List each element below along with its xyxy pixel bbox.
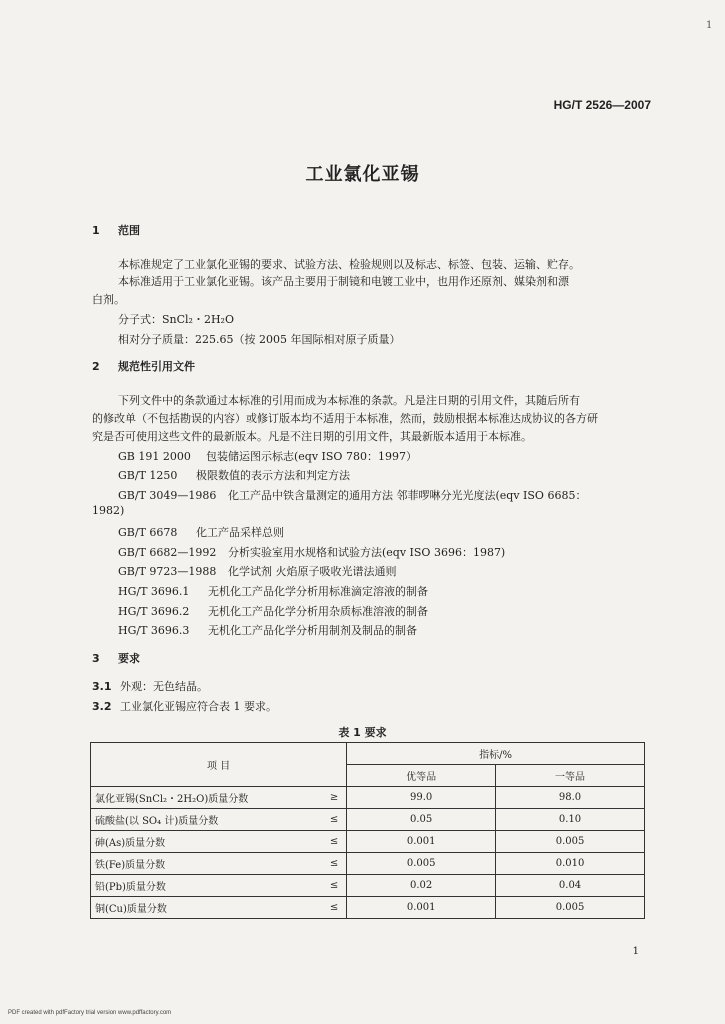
row-name: 铅(Pb)质量分数 bbox=[91, 875, 314, 897]
row-operator: ≤ bbox=[313, 809, 346, 831]
row-name: 铁(Fe)质量分数 bbox=[91, 853, 314, 875]
table-row bbox=[91, 787, 645, 809]
row-operator: ≥ bbox=[313, 787, 346, 809]
reference-title: 化学试剂 火焰原子吸收光谱法通则 bbox=[228, 565, 397, 578]
row-operator: ≤ bbox=[313, 853, 346, 875]
row-value-1: 0.02 bbox=[347, 875, 496, 897]
row-value-1: 0.001 bbox=[347, 831, 496, 853]
reference-code: HG/T 3696.1 bbox=[118, 585, 190, 598]
header-item: 项 目 bbox=[91, 743, 347, 787]
molecular-mass: 相对分子质量：225.65（按 2005 年国际相对原子质量） bbox=[118, 333, 401, 346]
row-name: 砷(As)质量分数 bbox=[91, 831, 314, 853]
reference-item bbox=[118, 467, 350, 483]
requirement-3-2 bbox=[92, 698, 277, 714]
table-row bbox=[91, 809, 645, 831]
requirement-3-1 bbox=[92, 678, 208, 694]
section-3-heading bbox=[92, 650, 140, 666]
scope-paragraph-1: 本标准规定了工业氯化亚锡的要求、试验方法、检验规则以及标志、标签、包装、运输、贮存。 bbox=[118, 258, 580, 271]
edge-mark: 1 bbox=[706, 20, 713, 31]
table-row bbox=[91, 875, 645, 897]
reference-item bbox=[118, 603, 428, 619]
reference-code: GB/T 3049—1986 bbox=[118, 489, 217, 502]
row-operator: ≤ bbox=[313, 897, 346, 919]
reference-item bbox=[118, 622, 417, 638]
row-name: 铜(Cu)质量分数 bbox=[91, 897, 314, 919]
row-value-2: 0.005 bbox=[496, 897, 645, 919]
row-value-2: 0.005 bbox=[496, 831, 645, 853]
reference-title: 无机化工产品化学分析用杂质标准溶液的制备 bbox=[208, 605, 428, 618]
reference-item bbox=[118, 487, 586, 503]
reference-title: 极限数值的表示方法和判定方法 bbox=[196, 469, 350, 482]
header-grade-1: 优等品 bbox=[347, 765, 496, 787]
section-2-heading bbox=[92, 358, 195, 374]
reference-code: GB 191 2000 bbox=[118, 450, 191, 463]
reference-code: GB/T 9723—1988 bbox=[118, 565, 217, 578]
scope-paragraph-2-cont: 白剂。 bbox=[92, 293, 125, 306]
table-header-row bbox=[91, 743, 645, 765]
table-row bbox=[91, 831, 645, 853]
reference-item bbox=[118, 583, 428, 599]
row-value-2: 0.04 bbox=[496, 875, 645, 897]
reference-item-cont: 1982) bbox=[92, 504, 125, 517]
molecular-formula: 分子式：SnCl₂・2H₂O bbox=[118, 313, 234, 326]
clause-text: 外观：无色结晶。 bbox=[120, 680, 208, 693]
page-title: 工业氯化亚锡 bbox=[305, 164, 420, 185]
section-number: 2 bbox=[92, 360, 100, 373]
section-number: 3 bbox=[92, 652, 100, 665]
section-title: 范围 bbox=[118, 224, 140, 237]
header-index: 指标/% bbox=[347, 743, 645, 765]
reference-code: GB/T 1250 bbox=[118, 469, 178, 482]
page-number: 1 bbox=[632, 946, 639, 957]
table-row bbox=[91, 897, 645, 919]
table-row bbox=[91, 853, 645, 875]
row-value-1: 0.001 bbox=[347, 897, 496, 919]
reference-item bbox=[118, 563, 397, 579]
header-grade-2: 一等品 bbox=[496, 765, 645, 787]
normative-intro-1: 下列文件中的条款通过本标准的引用而成为本标准的条款。凡是注日期的引用文件，其随后所有 bbox=[118, 394, 580, 407]
section-1-heading bbox=[92, 222, 140, 238]
scope-paragraph-2: 本标准适用于工业氯化亚锡。该产品主要用于制镜和电镀工业中，也用作还原剂、媒染剂和漂 bbox=[118, 275, 569, 288]
standard-number: HG/T 2526—2007 bbox=[553, 98, 651, 112]
row-value-1: 99.0 bbox=[347, 787, 496, 809]
reference-title: 化工产品中铁含量测定的通用方法 邻菲啰啉分光光度法(eqv ISO 6685： bbox=[228, 489, 587, 502]
reference-code: GB/T 6682—1992 bbox=[118, 546, 217, 559]
clause-text: 工业氯化亚锡应符合表 1 要求。 bbox=[120, 700, 277, 713]
table-caption: 表 1 要求 bbox=[338, 726, 387, 739]
reference-title: 分析实验室用水规格和试验方法(eqv ISO 3696：1987) bbox=[228, 546, 506, 559]
reference-title: 无机化工产品化学分析用标准滴定溶液的制备 bbox=[208, 585, 428, 598]
section-number: 1 bbox=[92, 224, 100, 237]
requirements-table bbox=[90, 742, 645, 919]
row-operator: ≤ bbox=[313, 875, 346, 897]
reference-title: 无机化工产品化学分析用制剂及制品的制备 bbox=[208, 624, 417, 637]
reference-title: 化工产品采样总则 bbox=[196, 526, 284, 539]
row-name: 氯化亚锡(SnCl₂・2H₂O)质量分数 bbox=[91, 787, 314, 809]
row-operator: ≤ bbox=[313, 831, 346, 853]
reference-code: HG/T 3696.2 bbox=[118, 605, 190, 618]
row-value-1: 0.005 bbox=[347, 853, 496, 875]
section-title: 规范性引用文件 bbox=[118, 360, 195, 373]
reference-title: 包装储运图示标志(eqv ISO 780：1997） bbox=[206, 450, 417, 463]
reference-code: HG/T 3696.3 bbox=[118, 624, 190, 637]
clause-number: 3.2 bbox=[92, 700, 112, 713]
row-value-2: 0.010 bbox=[496, 853, 645, 875]
row-value-2: 0.10 bbox=[496, 809, 645, 831]
reference-item bbox=[118, 448, 417, 464]
normative-intro-3: 究是否可使用这些文件的最新版本。凡是不注日期的引用文件，其最新版本适用于本标准。 bbox=[92, 430, 532, 443]
pdf-footer-link[interactable]: PDF created with pdfFactory trial version www.pdffactory.com bbox=[8, 1010, 172, 1016]
reference-item bbox=[118, 544, 505, 560]
clause-number: 3.1 bbox=[92, 680, 112, 693]
normative-intro-2: 的修改单（不包括勘误的内容）或修订版本均不适用于本标准，然而，鼓励根据本标准达成协议的各方研 bbox=[92, 412, 598, 425]
row-value-2: 98.0 bbox=[496, 787, 645, 809]
row-name: 硫酸盐(以 SO₄ 计)质量分数 bbox=[91, 809, 314, 831]
reference-code: GB/T 6678 bbox=[118, 526, 178, 539]
reference-item bbox=[118, 524, 284, 540]
section-title: 要求 bbox=[118, 652, 140, 665]
row-value-1: 0.05 bbox=[347, 809, 496, 831]
